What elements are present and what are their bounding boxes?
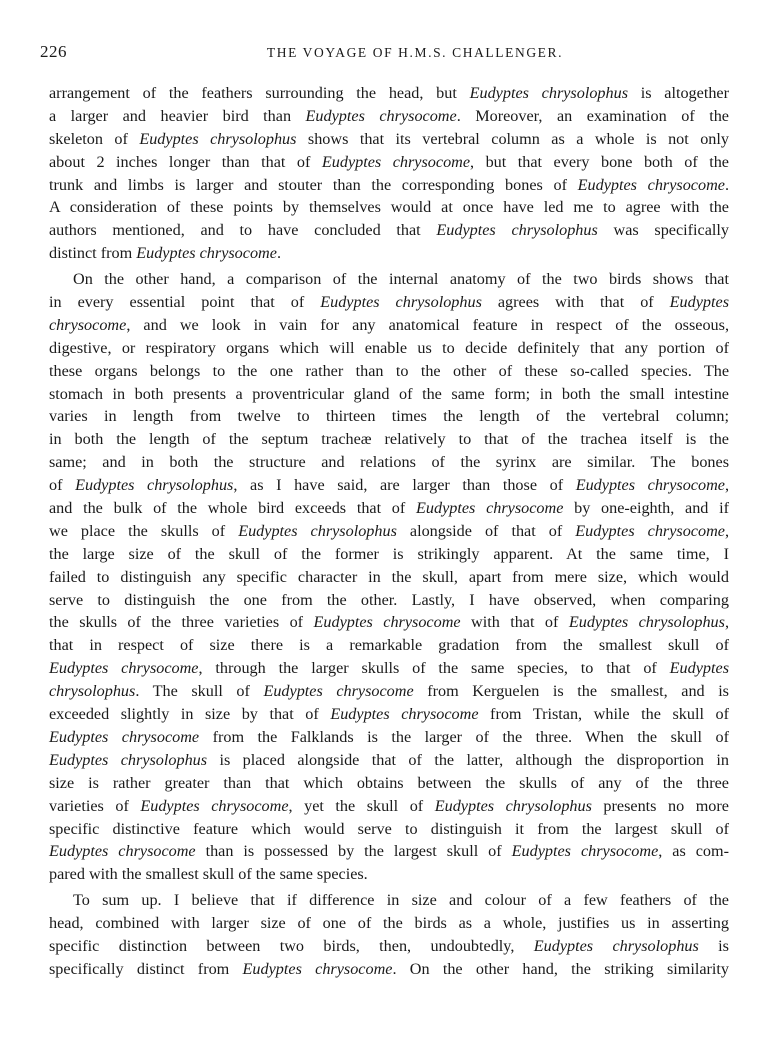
text-line: in every essential point that of Eudyptes chrysolophus agrees with that of Eudyptes — [49, 293, 730, 312]
page-number: 226 — [40, 42, 67, 61]
text-line: specifically distinct from Eudyptes chrysocome. On the other hand, the striking similarity — [49, 959, 730, 978]
body-text — [49, 82, 729, 981]
text-line: a larger and heavier bird than Eudyptes chrysocome. Moreover, an examination of the — [49, 106, 729, 125]
text-line: distinct from Eudyptes chrysocome. — [49, 244, 281, 263]
page-header — [40, 42, 730, 66]
text-line: the skulls of the three varieties of Eudyptes chrysocome with that of Eudyptes chrysolophus, — [49, 613, 729, 632]
paragraph-3 — [49, 889, 729, 981]
text-line: pared with the smallest skull of the same species. — [49, 865, 368, 884]
text-line: To sum up. I believe that if difference in size and colour of a few feathers of the — [73, 891, 729, 910]
text-line: about 2 inches longer than that of Eudyptes chrysocome, but that every bone both of the — [49, 152, 729, 171]
text-line: chrysocome, and we look in vain for any anatomical feature in respect of the osseous, — [49, 315, 729, 334]
text-line: arrangement of the feathers surrounding the head, but Eudyptes chrysolophus is altogether — [49, 84, 729, 102]
text-line: digestive, or respiratory organs which will enable us to decide definitely that any portion of — [49, 338, 729, 357]
text-line: Eudyptes chrysocome, through the larger skulls of the same species, to that of Eudyptes — [49, 659, 729, 678]
running-title: THE VOYAGE OF H.M.S. CHALLENGER. — [266, 45, 564, 60]
text-line: trunk and limbs is larger and stouter than the corresponding bones of Eudyptes chrysocome. — [49, 175, 729, 194]
text-line: Eudyptes chrysocome than is possessed by the largest skull of Eudyptes chrysocome, as com- — [49, 842, 729, 861]
text-line: A consideration of these points by themselves would at once have led me to agree with the — [49, 198, 729, 217]
text-line: Eudyptes chrysocome from the Falklands is the larger of the three. When the skull of — [49, 727, 729, 746]
text-line: authors mentioned, and to have concluded that Eudyptes chrysolophus was specifically — [49, 221, 729, 240]
text-line: and the bulk of the whole bird exceeds that of Eudyptes chrysocome by one-eighth, and if — [49, 499, 729, 518]
text-line: failed to distinguish any specific character in the skull, apart from mere size, which would — [49, 567, 729, 586]
text-line: we place the skulls of Eudyptes chrysolophus alongside of that of Eudyptes chrysocome, — [49, 521, 729, 540]
text-line: varieties of Eudyptes chrysocome, yet the skull of Eudyptes chrysolophus presents no more — [49, 796, 729, 815]
paragraph-2 — [49, 268, 729, 886]
text-line: these organs belongs to the one rather than to the other of these so-called species. The — [49, 361, 729, 380]
text-line: head, combined with larger size of one of the birds as a whole, justifies us in asserting — [49, 914, 729, 933]
text-line: varies in length from twelve to thirteen times the length of the vertebral column; — [49, 407, 729, 426]
text-line: skeleton of Eudyptes chrysolophus shows that its vertebral column as a whole is not only — [49, 129, 729, 148]
text-line: size is rather greater than that which obtains between the skulls of any of the three — [49, 773, 729, 792]
paragraph-1 — [49, 82, 729, 265]
text-line: Eudyptes chrysolophus is placed alongside that of the latter, although the disproportion in — [49, 750, 729, 769]
text-line: that in respect of size there is a remarkable gradation from the smallest skull of — [49, 636, 729, 655]
text-line: specific distinction between two birds, then, undoubtedly, Eudyptes chrysolophus is — [49, 936, 729, 955]
text-line: stomach in both presents a proventricular gland of the same form; in both the small intestine — [49, 384, 729, 403]
text-line: exceeded slightly in size by that of Eudyptes chrysocome from Tristan, while the skull of — [49, 705, 729, 724]
text-line: serve to distinguish the one from the other. Lastly, I have observed, when comparing — [49, 590, 729, 609]
text-line: specific distinctive feature which would serve to distinguish it from the largest skull of — [49, 819, 729, 838]
text-line: the large size of the skull of the former is strikingly apparent. At the same time, I — [49, 544, 729, 563]
text-line: same; and in both the structure and relations of the syrinx are similar. The bones — [49, 453, 729, 472]
text-line: On the other hand, a comparison of the internal anatomy of the two birds shows that — [73, 270, 729, 289]
text-line: in both the length of the septum tracheæ relatively to that of the trachea itself is the — [49, 430, 729, 449]
text-line: of Eudyptes chrysolophus, as I have said, are larger than those of Eudyptes chrysocome, — [49, 476, 729, 495]
text-line: chrysolophus. The skull of Eudyptes chrysocome from Kerguelen is the smallest, and is — [49, 682, 729, 701]
